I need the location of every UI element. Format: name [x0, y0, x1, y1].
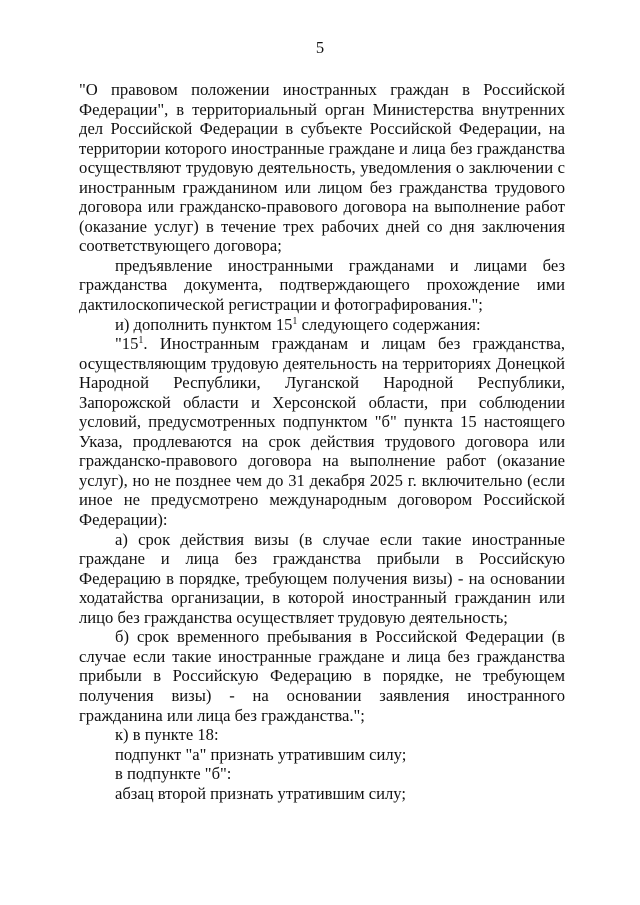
paragraph-subitem-b: б) срок временного пребывания в Российской Федерации (в случае если такие иностранные граждане и лица без гражданства прибыли в Российскую Федерацию в порядке, не требующем получения визы) - на основании заявления иностранного гражданина или лица без гражданства.";: [79, 627, 565, 725]
paragraph-point-15-1: [79, 334, 565, 529]
point-15-1-text-start: "15: [115, 334, 139, 354]
paragraph-fingerprinting: предъявление иностранными гражданами и лицами без гражданства документа, подтверждающего прохождение ими дактилоскопической регистрации и фотографирования.";: [79, 255, 565, 315]
point-15-1-text-end: . Иностранным гражданам и лицам без гражданства, осуществляющим трудовую деятельность на территориях Донецкой Народной Республики, Луганской Народной Республики, Запорожской области и Херсонской области, при соблюдении условий, предусмотренных подпунктом "б" пункта 15 настоящего Указа, продлеваются на срок действия трудового договора или гражданско-правового договора на выполнение работ (оказание услуг), но не позднее чем до 31 декабря 2025 г. включительно (если иное не предусмотрено международным договором Российской Федерации):: [79, 334, 565, 530]
paragraph-second-abzats: абзац второй признать утратившим силу;: [115, 783, 406, 803]
page-number: 5: [315, 38, 325, 57]
point-15-1-superscript: 1: [138, 335, 144, 347]
item-i-text-end: следующего содержания:: [297, 314, 481, 334]
document-body: [79, 80, 565, 803]
paragraph-subitem-a: а) срок действия визы (в случае если такие иностранные граждане и лица без гражданства прибыли в Российскую Федерацию в порядке, требующем получения визы) - на основании ходатайства организации, в которой иностранный гражданин или лицо без гражданства осуществляет трудовую деятельность;: [79, 529, 565, 627]
paragraph-item-i: [79, 315, 565, 335]
paragraph-subpoint-a: подпункт "а" признать утратившим силу;: [115, 744, 407, 764]
item-i-superscript: 1: [292, 315, 298, 327]
paragraph-item-k: к) в пункте 18:: [115, 725, 219, 745]
paragraph-subpoint-b: в подпункте "б":: [115, 764, 232, 784]
item-i-text-start: и) дополнить пунктом 15: [115, 314, 293, 334]
paragraph-continuation: "О правовом положении иностранных граждан в Российской Федерации", в территориальный орган Министерства внутренних дел Российской Федерации в субъекте Российской Федерации, на территории которого иностранные граждане и лица без гражданства осуществляют трудовую деятельность, уведомления о заключении с иностранным гражданином или лицом без гражданства трудового договора или гражданско-правового договора на выполнение работ (оказание услуг) в течение трех рабочих дней со дня заключения соответствующего договора;: [79, 80, 565, 256]
